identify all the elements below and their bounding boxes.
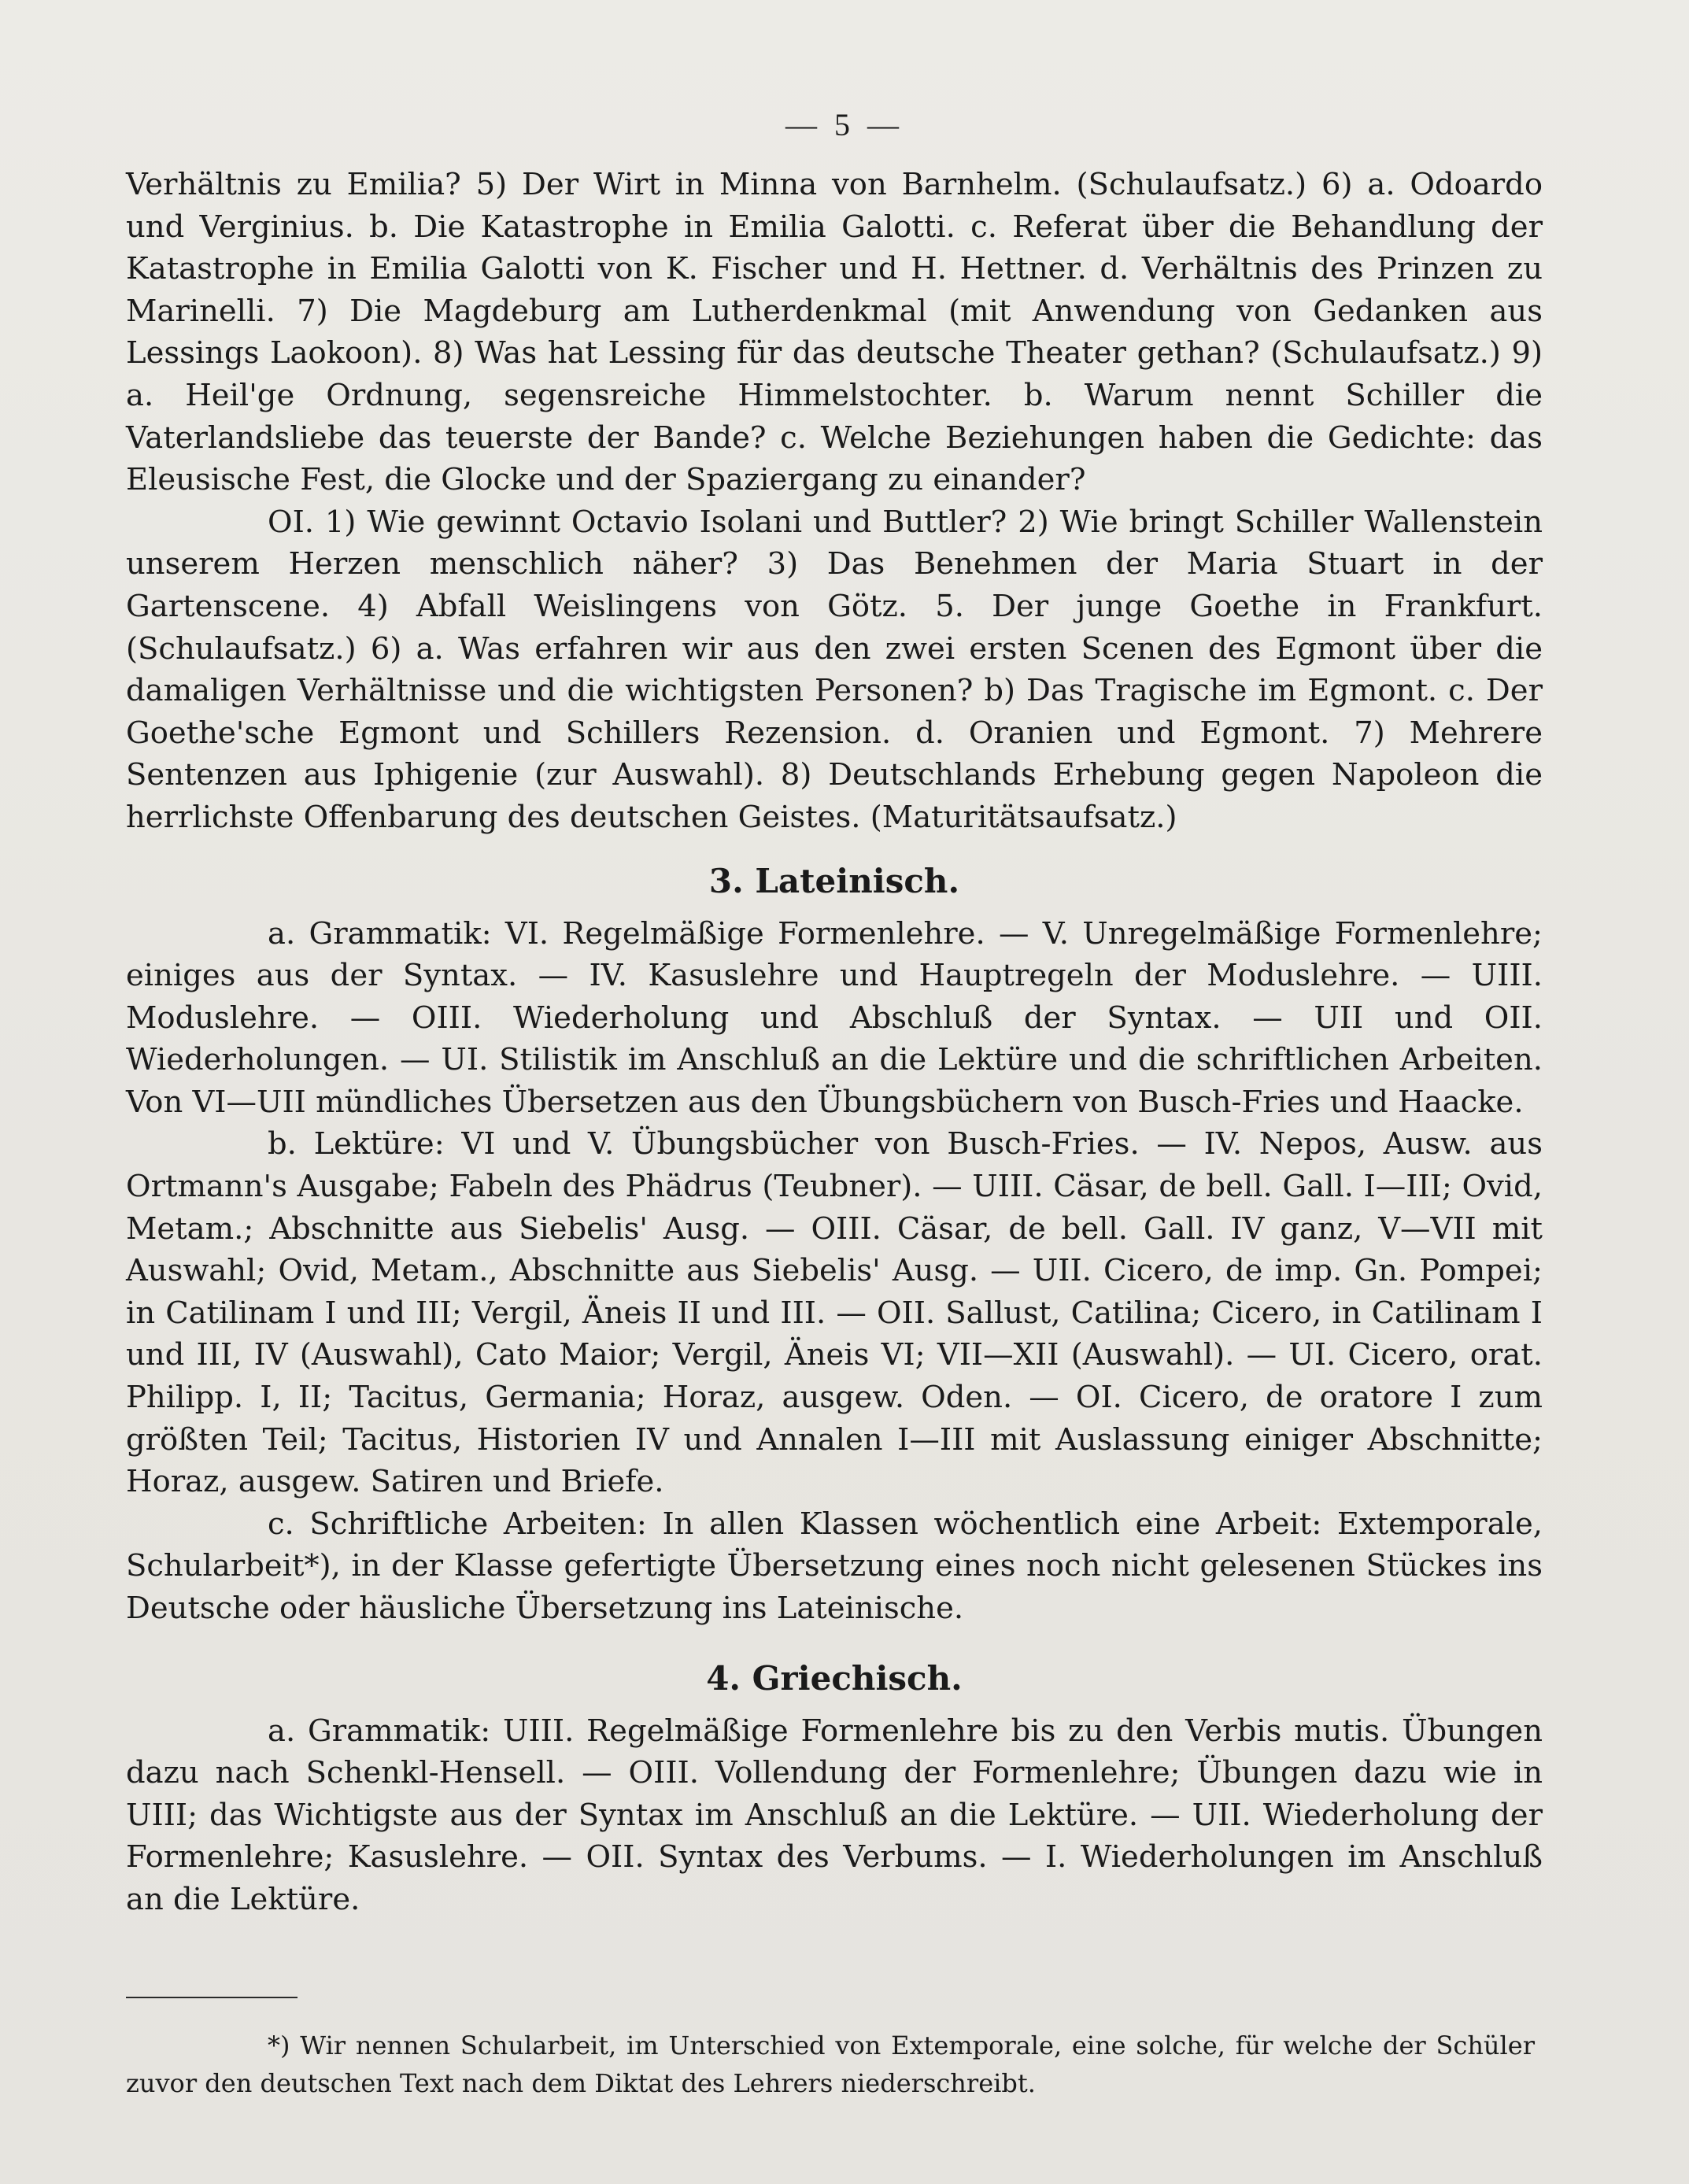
paragraph-oi-aufsaetze: OI. 1) Wie gewinnt Octavio Isolani und Buttler? 2) Wie bringt Schiller Wallenstein unserem Herzen menschlich näher? 3) Das Benehmen der Maria Stuart in der Gartenscene. 4) Abfall Weislingens von Götz. 5. Der junge Goethe in Frankfurt. (Schulaufsatz.) 6) a. Was erfahren wir aus den zwei ersten Scenen des Egmont über die damaligen Verhältnisse und die wichtigsten Personen? b) Das Tragische im Egmont. c. Der Goethe'sche Egmont und Schillers Rezension. d. Oranien und Egmont. 7) Mehrere Sentenzen aus Iphigenie (zur Auswahl). 8) Deutschlands Erhebung gegen Napoleon die herrlichste Offenbarung des deutschen Geistes. (Maturitätsaufsatz.) [126, 504, 1543, 835]
paragraph-latein-schriftliche-arbeiten: c. Schriftliche Arbeiten: In allen Klassen wöchentlich eine Arbeit: Extemporale, Schularbeit*), in der Klasse gefertigte Übersetzung eines noch nicht gelesenen Stückes ins Deutsche oder häusliche Übersetzung ins Lateinische. [126, 1506, 1543, 1626]
paragraph-latein-lektuere: b. Lektüre: VI und V. Übungsbücher von Busch-Fries. — IV. Nepos, Ausw. aus Ortmann's Ausgabe; Fabeln des Phädrus (Teubner). — UIII. Cäsar, de bell. Gall. I—III; Ovid, Metam.; Abschnitte aus Siebelis' Ausg. — OIII. Cäsar, de bell. Gall. IV ganz, V—VII mit Auswahl; Ovid, Metam., Abschnitte aus Siebelis' Ausg. — UII. Cicero, de imp. Gn. Pompei; in Catilinam I und III; Vergil, Äneis II und III. — OII. Sallust, Catilina; Cicero, in Catilinam I und III, IV (Auswahl), Cato Maior; Vergil, Äneis VI; VII—XII (Auswahl). — UI. Cicero, orat. Philipp. I, II; Tacitus, Germania; Horaz, ausgew. Oden. — OI. Cicero, de oratore I zum größten Teil; Tacitus, Historien IV und Annalen I—III mit Auslassung einiger Abschnitte; Horaz, ausgew. Satiren und Briefe. [126, 1126, 1543, 1500]
footnote: *) Wir nennen Schularbeit, im Unterschied von Extemporale, eine solche, für welche der Schüler zuvor den deutschen Text nach dem Diktat des Lehrers niederschreibt. [126, 2031, 1535, 2098]
page-body [126, 164, 1543, 1921]
section-heading-griechisch: 4. Griechisch. [706, 1658, 963, 1698]
paragraph-griechisch-grammatik: a. Grammatik: UIII. Regelmäßige Formenlehre bis zu den Verbis mutis. Übungen dazu nach Schenkl-Hensell. — OIII. Vollendung der Formenlehre; Übungen dazu wie in UIII; das Wichtigste aus der Syntax im Anschluß an die Lektüre. — UII. Wiederholung der Formenlehre; Kasuslehre. — OII. Syntax des Verbums. — I. Wiederholungen im Anschluß an die Lektüre. [126, 1713, 1543, 1917]
section-heading-lateinisch: 3. Lateinisch. [708, 861, 960, 900]
paragraph-deutsch-continued: Verhältnis zu Emilia? 5) Der Wirt in Minna von Barnhelm. (Schulaufsatz.) 6) a. Odoardo und Verginius. b. Die Katastrophe in Emilia Galotti. c. Referat über die Behandlung der Katastrophe in Emilia Galotti von K. Fischer und H. Hettner. d. Verhältnis des Prinzen zu Marinelli. 7) Die Magdeburg am Lutherdenkmal (mit Anwendung von Gedanken aus Lessings Laokoon). 8) Was hat Lessing für das deutsche Theater gethan? (Schulaufsatz.) 9) a. Heil'ge Ordnung, segensreiche Himmelstochter. b. Warum nennt Schiller die Vaterlandsliebe das teuerste der Bande? c. Welche Beziehungen haben die Gedichte: das Eleusische Fest, die Glocke und der Spaziergang zu einander? [126, 167, 1543, 498]
footnote-divider [126, 1997, 298, 1998]
page-number: — 5 — [785, 107, 904, 142]
paragraph-latein-grammatik: a. Grammatik: VI. Regelmäßige Formenlehre. — V. Unregelmäßige Formenlehre; einiges aus der Syntax. — IV. Kasuslehre und Hauptregeln der Moduslehre. — UIII. Moduslehre. — OIII. Wiederholung und Abschluß der Syntax. — UII und OII. Wiederholungen. — UI. Stilistik im Anschluß an die Lektüre und die schriftlichen Arbeiten. Von VI—UII mündliches Übersetzen aus den Übungsbüchern von Busch-Fries und Haacke. [126, 915, 1543, 1120]
